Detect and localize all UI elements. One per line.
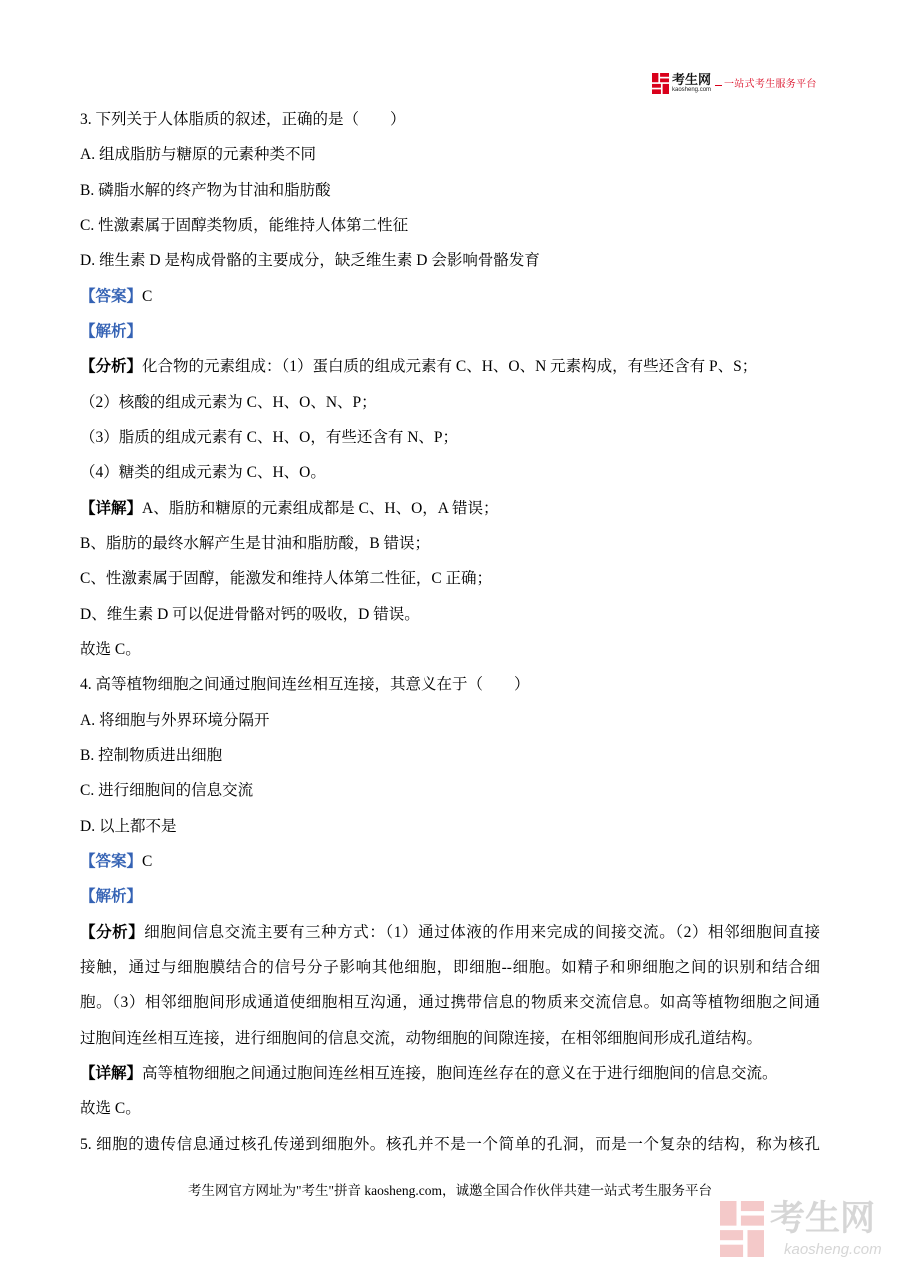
answer-label: 【答案】 bbox=[80, 852, 143, 870]
question-4-explanation-heading bbox=[80, 879, 820, 914]
analysis-label: 【分析】 bbox=[80, 923, 145, 941]
question-3-detail-line: B、脂肪的最终水解产生是甘油和脂肪酸，B 错误； bbox=[80, 534, 431, 552]
question-3-analysis-line: （3）脂质的组成元素有 C、H、O，有些还含有 N、P； bbox=[80, 428, 459, 446]
question-3-conclusion: 故选 C。 bbox=[80, 640, 141, 658]
question-3-option-d: D. 维生素 D 是构成骨骼的主要成分，缺乏维生素 D 会影响骨骼发育 bbox=[80, 252, 540, 270]
question-4-analysis-line: 接触，通过与细胞膜结合的信号分子影响其他细胞，即细胞--细胞。如精子和卵细胞之间的识别和结合细 bbox=[80, 958, 820, 976]
answer-label: 【答案】 bbox=[80, 287, 143, 305]
question-4-detail-line bbox=[80, 1056, 820, 1091]
page-footer: 考生网官方网址为"考生"拼音 kaosheng.com，诚邀全国合作伙伴共建一站式考生服务平台 bbox=[187, 1183, 712, 1198]
watermark-brand-name: 考生网 bbox=[770, 1199, 876, 1238]
brand-name: 考生网 bbox=[672, 72, 712, 87]
question-4-analysis-line: 过胞间连丝相互连接，进行细胞间的信息交流，动物细胞的间隙连接，在相邻细胞间形成孔道结构。 bbox=[80, 1029, 763, 1047]
question-4-answer bbox=[80, 844, 820, 879]
analysis-label: 【分析】 bbox=[80, 358, 143, 376]
question-4-stem: 4. 高等植物细胞之间通过胞间连丝相互连接，其意义在于（ ） bbox=[80, 676, 530, 694]
question-3-analysis-line: （2）核酸的组成元素为 C、H、O、N、P； bbox=[80, 393, 377, 411]
question-4-option-a: A. 将细胞与外界环境分隔开 bbox=[80, 711, 270, 729]
document-body bbox=[80, 102, 820, 1162]
question-4-conclusion: 故选 C。 bbox=[80, 1100, 141, 1118]
brand-domain: kaosheng.com bbox=[672, 87, 712, 93]
brand-logo bbox=[652, 72, 820, 96]
explanation-label: 【解析】 bbox=[80, 888, 143, 906]
question-4-option-b: B. 控制物质进出细胞 bbox=[80, 746, 223, 764]
question-3-explanation-heading bbox=[80, 314, 820, 349]
question-3-option-a: A. 组成脂肪与糖原的元素种类不同 bbox=[80, 146, 316, 164]
question-3-option-b: B. 磷脂水解的终产物为甘油和脂肪酸 bbox=[80, 181, 331, 199]
question-3-stem: 3. 下列关于人体脂质的叙述，正确的是（ ） bbox=[80, 111, 406, 128]
question-3-option-c: C. 性激素属于固醇类物质，能维持人体第二性征 bbox=[80, 216, 409, 234]
analysis-text: 化合物的元素组成：（1）蛋白质的组成元素有 C、H、O、N 元素构成，有些还含有 P、S； bbox=[142, 358, 758, 376]
kaosheng-logo-icon bbox=[652, 73, 669, 94]
answer-value: C bbox=[142, 852, 153, 870]
detail-label: 【详解】 bbox=[80, 1064, 143, 1082]
question-3-analysis-line bbox=[80, 349, 820, 384]
detail-text: A、脂肪和糖原的元素组成都是 C、H、O，A 错误； bbox=[142, 499, 499, 517]
watermark-brand-domain: kaosheng.com bbox=[784, 1241, 882, 1258]
answer-value: C bbox=[142, 287, 153, 305]
question-5-stem: 5. 细胞的遗传信息通过核孔传递到细胞外。核孔并不是一个简单的孔洞，而是一个复杂的结构，称为核孔 bbox=[80, 1135, 820, 1153]
analysis-text: 细胞间信息交流主要有三种方式：（1）通过体液的作用来完成的间接交流。（2）相邻细胞间直接 bbox=[144, 923, 820, 941]
question-4-analysis-line bbox=[80, 915, 820, 950]
watermark-logo bbox=[720, 1198, 880, 1260]
question-4-option-c: C. 进行细胞间的信息交流 bbox=[80, 782, 254, 800]
question-3-detail-line bbox=[80, 491, 820, 526]
explanation-label: 【解析】 bbox=[80, 322, 143, 340]
detail-label: 【详解】 bbox=[80, 499, 143, 517]
question-3-analysis-line: （4）糖类的组成元素为 C、H、O。 bbox=[80, 464, 326, 482]
question-3-detail-line: D、维生素 D 可以促进骨骼对钙的吸收，D 错误。 bbox=[80, 605, 420, 623]
question-3-detail-line: C、性激素属于固醇，能激发和维持人体第二性征，C 正确； bbox=[80, 570, 493, 588]
brand-divider bbox=[715, 85, 722, 86]
kaosheng-logo-icon bbox=[720, 1201, 764, 1257]
brand-slogan: 一站式考生服务平台 bbox=[724, 79, 817, 90]
question-4-option-d: D. 以上都不是 bbox=[80, 817, 177, 835]
question-3-answer bbox=[80, 279, 820, 314]
question-4-analysis-line: 胞。（3）相邻细胞间形成通道使细胞相互沟通，通过携带信息的物质来交流信息。如高等植物细胞之间通 bbox=[80, 994, 820, 1012]
detail-text: 高等植物细胞之间通过胞间连丝相互连接，胞间连丝存在的意义在于进行细胞间的信息交流。 bbox=[142, 1064, 778, 1082]
